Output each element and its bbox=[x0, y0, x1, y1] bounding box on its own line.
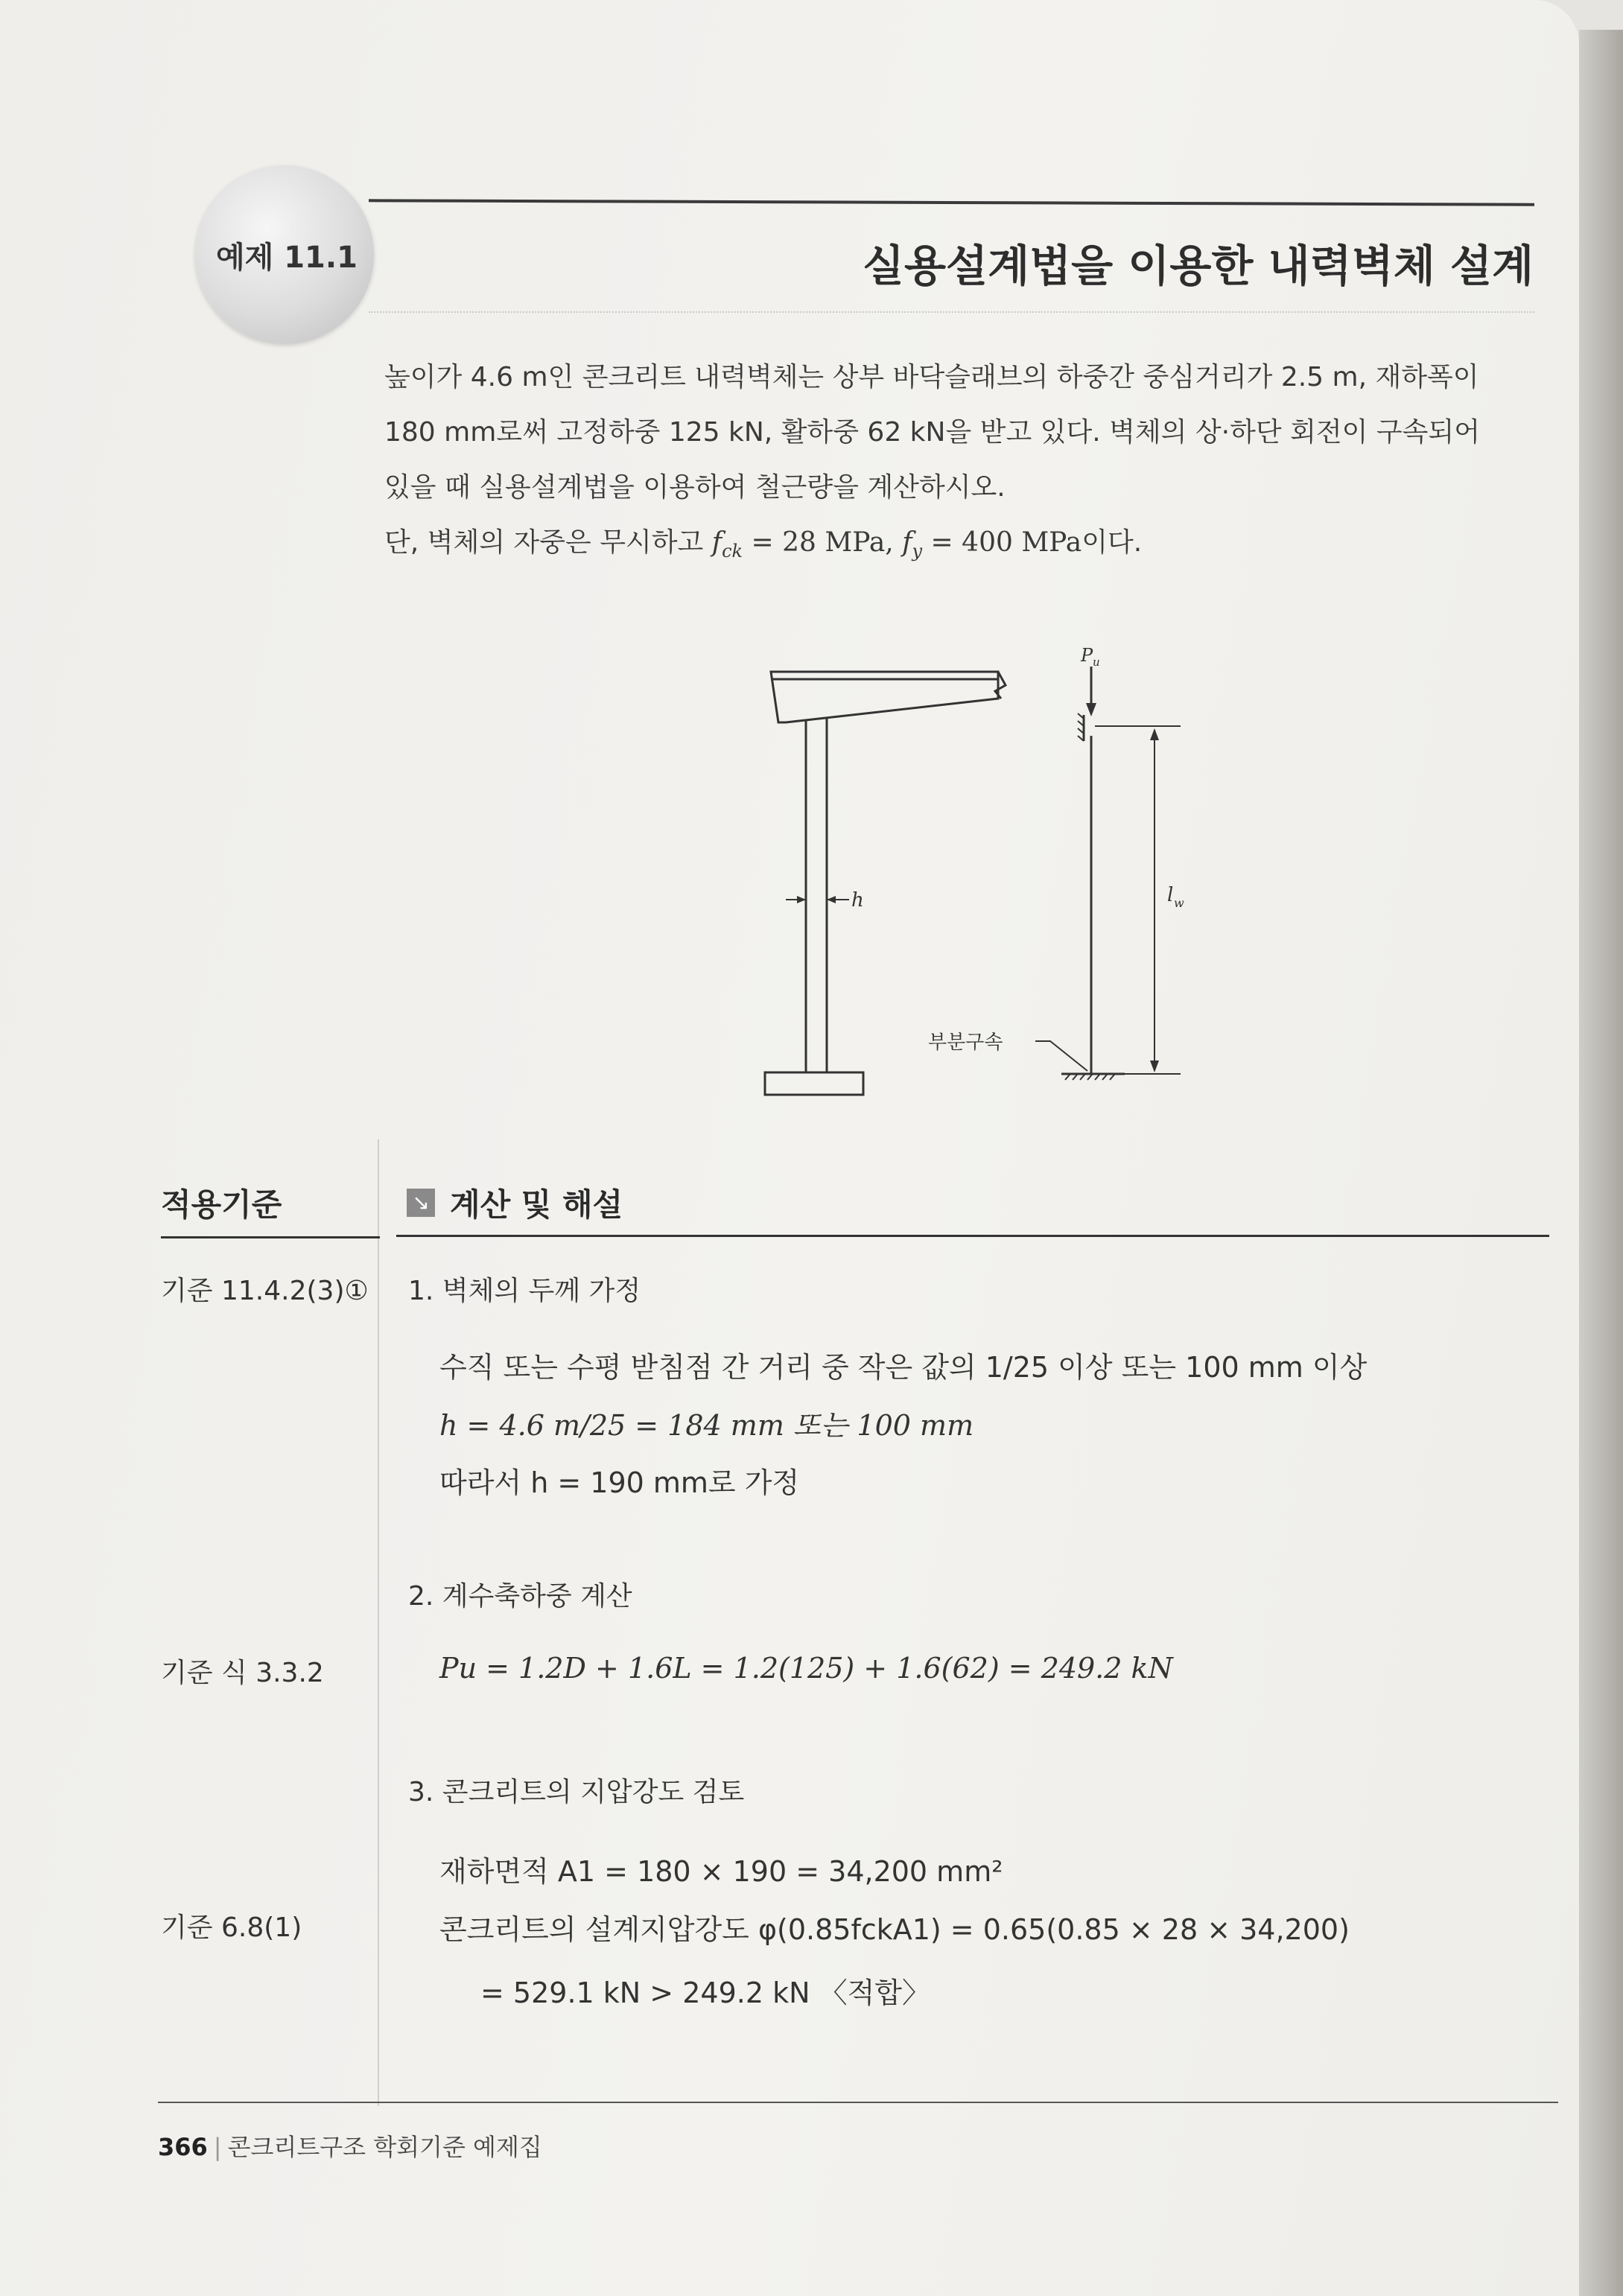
fck-symbol: f bbox=[711, 527, 722, 558]
problem-line-2: 180 mm로써 고정하중 125 kN, 활하중 62 kN을 받고 있다. 벽체의 상·하단 회전이 구속되어 bbox=[384, 417, 1480, 448]
column-divider bbox=[378, 1139, 379, 2106]
load-label-p: P bbox=[1081, 645, 1093, 666]
example-number: 예제 11.1 bbox=[216, 241, 358, 275]
footer-rule bbox=[158, 2102, 1558, 2103]
length-label-l: l bbox=[1167, 884, 1174, 906]
footer-separator: | bbox=[213, 2133, 222, 2161]
standard-ref-1: 기준 11.4.2(3)① bbox=[161, 1276, 369, 1306]
standard-ref-3: 기준 6.8(1) bbox=[161, 1912, 302, 1943]
problem-line-4-suffix: 이다. bbox=[1082, 527, 1143, 558]
right-heading-rule bbox=[396, 1235, 1549, 1237]
book-title: 콘크리트구조 학회기준 예제집 bbox=[227, 2133, 542, 2161]
applied-standard-heading: 적용기준 bbox=[161, 1186, 282, 1223]
calculation-heading: 계산 및 해설 bbox=[450, 1186, 623, 1223]
step-3-line-2: 콘크리트의 설계지압강도 φ(0.85fckA1) = 0.65(0.85 × 28 × 34,200) bbox=[439, 1913, 1350, 1946]
load-label-u: u bbox=[1093, 655, 1100, 669]
left-heading-rule bbox=[161, 1236, 380, 1238]
step-2-title: 2. 계수축하중 계산 bbox=[408, 1581, 632, 1612]
fy-value: = 400 MPa bbox=[922, 527, 1082, 558]
step-1-line-3: 따라서 h = 190 mm로 가정 bbox=[439, 1466, 800, 1499]
arrow-box-icon: ↘ bbox=[407, 1189, 435, 1217]
problem-line-4 bbox=[384, 515, 1546, 579]
fy-symbol: f bbox=[902, 527, 912, 558]
thickness-label-h: h bbox=[851, 889, 864, 912]
step-1-line-1: 수직 또는 수평 받침점 간 거리 중 작은 값의 1/25 이상 또는 100 mm 이상 bbox=[439, 1351, 1368, 1384]
problem-line-4-prefix: 단, 벽체의 자중은 무시하고 bbox=[384, 527, 704, 558]
fck-value: = 28 MPa, bbox=[743, 527, 894, 558]
slab-break-mark bbox=[995, 672, 1006, 699]
wall-diagram bbox=[745, 626, 1207, 1102]
step-1-title: 1. 벽체의 두께 가정 bbox=[408, 1276, 641, 1306]
problem-line-1: 높이가 4.6 m인 콘크리트 내력벽체는 상부 바닥슬래브의 하중간 중심거리가 2.5 m, 재하폭이 bbox=[384, 362, 1479, 392]
problem-statement bbox=[384, 350, 1546, 579]
partial-restraint-label: 부분구속 bbox=[928, 1031, 1003, 1054]
step-3-title: 3. 콘크리트의 지압강도 검토 bbox=[408, 1777, 745, 1807]
title-dotted-rule bbox=[369, 311, 1534, 313]
fy-subscript: y bbox=[912, 541, 923, 562]
step-1-line-2: h = 4.6 m/25 = 184 mm 또는 100 mm bbox=[439, 1409, 974, 1442]
page-number: 366 bbox=[158, 2133, 208, 2161]
example-title: 실용설계법을 이용한 내력벽체 설계 bbox=[863, 241, 1534, 291]
standard-ref-2: 기준 식 3.3.2 bbox=[161, 1658, 324, 1688]
page-footer bbox=[158, 2128, 542, 2163]
page-edge bbox=[1579, 30, 1623, 2296]
step-3-line-3: = 529.1 kN > 249.2 kN 〈적합〉 bbox=[480, 1977, 931, 2009]
problem-line-3: 있을 때 실용설계법을 이용하여 철근량을 계산하시오. bbox=[384, 472, 1006, 503]
fck-subscript: ck bbox=[722, 541, 743, 562]
step-3-line-1: 재하면적 A1 = 180 × 190 = 34,200 mm² bbox=[439, 1855, 1003, 1888]
length-label-w: w bbox=[1174, 896, 1184, 910]
step-2-line-1: Pu = 1.2D + 1.6L = 1.2(125) + 1.6(62) = 249.2 kN bbox=[439, 1652, 1173, 1685]
footing bbox=[765, 1072, 863, 1095]
